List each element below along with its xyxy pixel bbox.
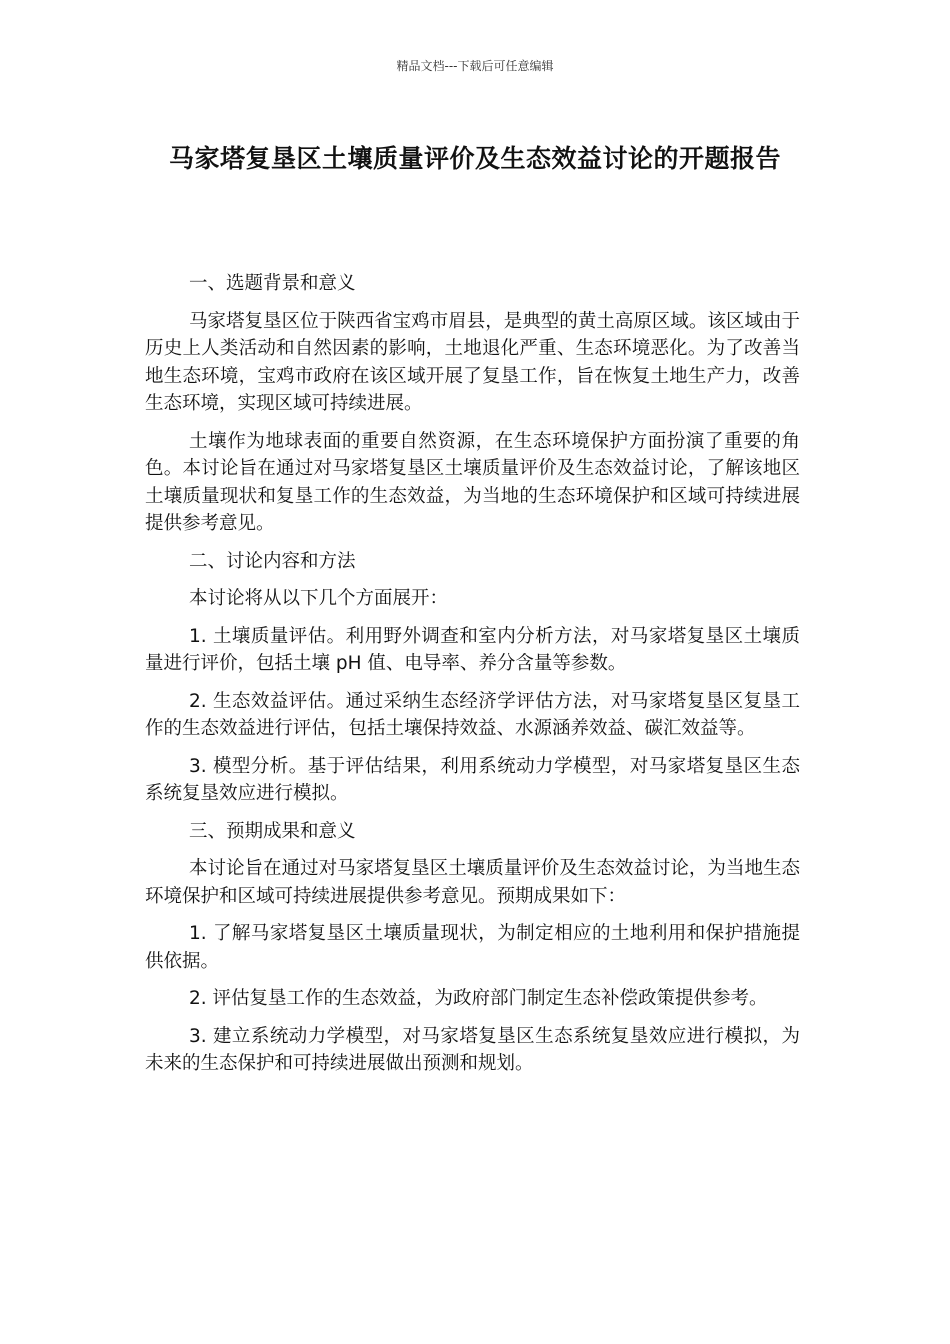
- list-item-outcome-1: 1. 了解马家塔复垦区土壤质量现状，为制定相应的土地利用和保护措施提供依据。: [145, 923, 800, 972]
- list-item-soil-quality: 1. 土壤质量评估。利用野外调查和室内分析方法，对马家塔复垦区土壤质量进行评价，包括土壤 pH 值、电导率、养分含量等参数。: [145, 625, 800, 674]
- paragraph-methods-intro: 本讨论将从以下几个方面展开：: [189, 588, 449, 609]
- paragraph-location: 马家塔复垦区位于陕西省宝鸡市眉县，是典型的黄土高原区域。该区域由于历史上人类活动和自然因素的影响，土地退化严重、生态环境恶化。为了改善当地生态环境，宝鸡市政府在该区域开展了复垦工作，旨在恢复土地生产力，改善生态环境，实现区域可持续进展。: [145, 310, 800, 414]
- list-item-outcome-2: 2. 评估复垦工作的生态效益，为政府部门制定生态补偿政策提供参考。: [189, 988, 768, 1009]
- document-body: [145, 270, 800, 1088]
- paragraph-outcomes-intro: 本讨论旨在通过对马家塔复垦区土壤质量评价及生态效益讨论，为当地生态环境保护和区域可持续进展提供参考意见。预期成果如下：: [145, 858, 800, 907]
- paragraph-purpose: 土壤作为地球表面的重要自然资源，在生态环境保护方面扮演了重要的角色。本讨论旨在通过对马家塔复垦区土壤质量评价及生态效益讨论，了解该地区土壤质量现状和复垦工作的生态效益，为当地的生态环境保护和区域可持续进展提供参考意见。: [145, 430, 800, 534]
- section-heading-background: 一、选题背景和意义: [189, 273, 356, 294]
- section-heading-outcomes: 三、预期成果和意义: [189, 820, 356, 842]
- list-item-outcome-3: 3. 建立系统动力学模型，对马家塔复垦区生态系统复垦效应进行模拟，为未来的生态保护和可持续进展做出预测和规划。: [145, 1025, 800, 1074]
- header-note: 精品文档---下载后可任意编辑: [396, 59, 554, 73]
- document-title: 马家塔复垦区土壤质量评价及生态效益讨论的开题报告: [168, 144, 781, 173]
- section-heading-methods: 二、讨论内容和方法: [189, 550, 356, 572]
- list-item-model: 3. 模型分析。基于评估结果，利用系统动力学模型，对马家塔复垦区生态系统复垦效应进行模拟。: [145, 755, 800, 804]
- list-item-eco-benefit: 2. 生态效益评估。通过采纳生态经济学评估方法，对马家塔复垦区复垦工作的生态效益进行评估，包括土壤保持效益、水源涵养效益、碳汇效益等。: [145, 690, 800, 739]
